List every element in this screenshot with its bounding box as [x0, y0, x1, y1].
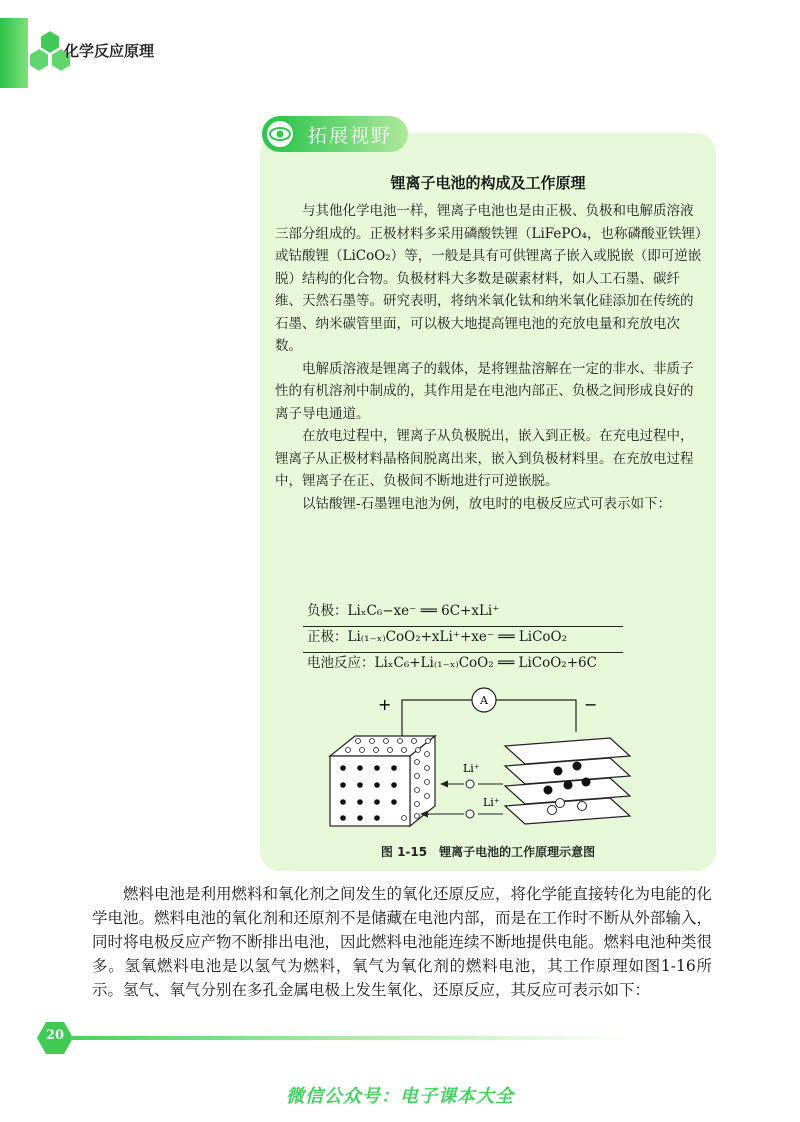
- ion-label: Li⁺: [483, 796, 500, 809]
- minus-sign: −: [584, 695, 598, 714]
- chapter-title: 化学反应原理: [64, 42, 155, 60]
- plus-sign: +: [378, 695, 392, 714]
- extension-body: [275, 200, 703, 515]
- extension-paragraph: 电解质溶液是锂离子的载体，是将锂盐溶解在一定的非水、非质子性的有机溶剂中制成的，其作用是在电池内部正、负极之间形成良好的离子导电通道。: [275, 360, 694, 422]
- watermark-text: 微信公众号：电子课本大全: [286, 1086, 514, 1107]
- extension-paragraph: 在放电过程中，锂离子从负极脱出，嵌入到正极。在充电过程中，锂离子从正极材料晶格间脱离出来，嵌入到负极材料里。在充放电过程中，锂离子在正、负极间不断地进行可逆嵌脱。: [275, 428, 694, 489]
- ammeter-label: A: [480, 694, 488, 707]
- figure-caption: 图 1-15 锂离子电池的工作原理示意图: [380, 845, 596, 859]
- circuit-wire: [496, 700, 576, 732]
- ion-label: Li⁺: [463, 762, 480, 775]
- positive-electrode-equation: 正极：Li₍₁₋ₓ₎CoO₂+xLi⁺+xe⁻ ══ LiCoO₂: [307, 629, 568, 645]
- cell-reaction-equation: 电池反应：LiₓC₆+Li₍₁₋ₓ₎CoO₂ ══ LiCoO₂+6C: [307, 655, 597, 671]
- eye-icon: [264, 118, 296, 150]
- main-paragraph: 燃料电池是利用燃料和氧化剂之间发生的氧化还原反应，将化学能直接转化为电能的化学电池。燃料电池的氧化剂和还原剂不是储藏在电池内部，而是在工作时不断从外部输入，同时将电极反应产物不断排出电池，因此燃料电池能连续不断地提供电能。燃料电池种类很多。氢氧燃料电池是以氢气为燃料，氧气为氧化剂的燃料电池，其工作原理如图1-16所示。氢气、氧气分别在多孔金属电极上发生氧化、还原反应，其反应可表示如下：: [92, 885, 713, 999]
- lithium-ion-cell-diagram: [320, 686, 650, 836]
- extension-title: 锂离子电池的构成及工作原理: [390, 174, 586, 192]
- negative-electrode-equation: 负极：LiₓC₆−xe⁻ ══ 6C+xLi⁺: [307, 603, 500, 619]
- circuit-wire: [402, 700, 472, 738]
- cathode-block: [330, 736, 435, 826]
- ion-marker: [466, 780, 474, 788]
- ion-arrowhead: [440, 781, 448, 788]
- main-body: [92, 882, 712, 1002]
- ion-marker: [466, 810, 474, 818]
- page-number: 20: [45, 1028, 65, 1043]
- extension-paragraph: 以钴酸锂-石墨锂电池为例，放电时的电极反应式可表示如下：: [302, 495, 672, 512]
- header-color-band: [0, 18, 28, 88]
- extension-paragraph: 与其他化学电池一样，锂离子电池也是由正极、负极和电解质溶液三部分组成的。正极材料多采用磷酸铁锂（LiFePO₄，也称磷酸亚铁锂）或钴酸锂（LiCoO₂）等，一般是具有可供锂离子嵌入或脱嵌（即可逆嵌脱）结构的化合物。负极材料大多数是碳素材料，如人工石墨、碳纤维、天然石墨等。研究表明，将纳米氧化钛和纳米氧化硅添加在传统的石墨、纳米碳管里面，可以极大地提高锂电池的充放电量和充放电次数。: [275, 203, 702, 354]
- extension-tag-label: 拓展视野: [308, 125, 393, 147]
- footer-line: [70, 1036, 630, 1040]
